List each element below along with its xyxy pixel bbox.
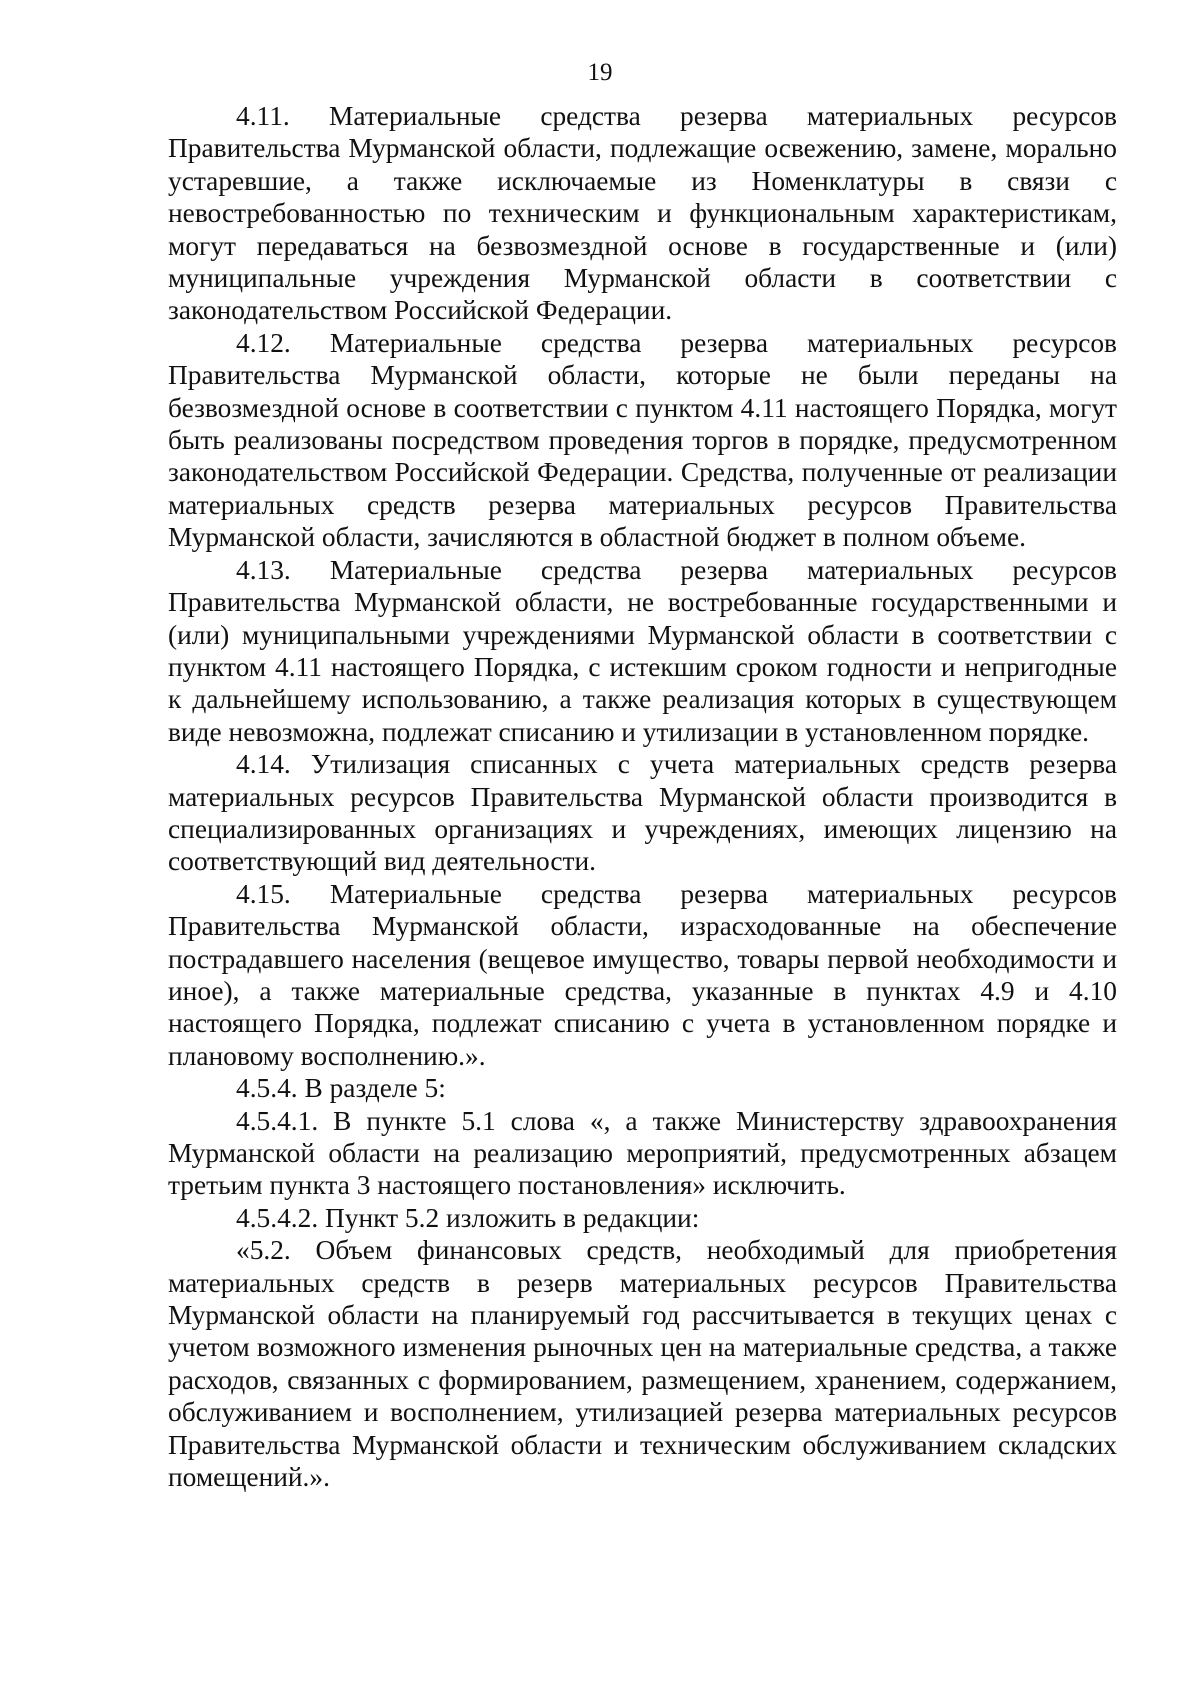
paragraph-4-14: 4.14. Утилизация списанных с учета материальных средств резерва материальных ресурсов Правительства Мурманской области производится в специализированных организациях и учреждениях, имеющих лицензию на соответствующий вид деятельности. xyxy=(168,749,1117,877)
paragraph-4-5-4: 4.5.4. В разделе 5: xyxy=(236,1073,446,1104)
paragraph-4-5-4-2: 4.5.4.2. Пункт 5.2 изложить в редакции: xyxy=(236,1202,700,1233)
paragraph-4-12: 4.12. Материальные средства резерва материальных ресурсов Правительства Мурманской области, которые не были переданы на безвозмездной основе в соответствии с пунктом 4.11 настоящего Порядка, могут быть реализованы посредством проведения торгов в порядке, предусмотренном законодательством Российской Федерации. Средства, полученные от реализации материальных средств резерва материальных ресурсов Правительства Мурманской области, зачисляются в областной бюджет в полном объеме. xyxy=(168,327,1117,553)
paragraph-4-13: 4.13. Материальные средства резерва материальных ресурсов Правительства Мурманской области, не востребованные государственными и (или) муниципальными учреждениями Мурманской области в соответствии с пунктом 4.11 настоящего Порядка, с истекшим сроком годности и непригодные к дальнейшему использованию, а также реализация которых в существующем виде невозможна, подлежат списанию и утилизации в установленном порядке. xyxy=(168,554,1117,747)
paragraph-4-11: 4.11. Материальные средства резерва материальных ресурсов Правительства Мурманской области, подлежащие освежению, замене, морально устаревшие, а также исключаемые из Номенклатуры в связи с невостребованностью по техническим и функциональным характеристикам, могут передаваться на безвозмездной основе в государственные и (или) муниципальные учреждения Мурманской области в соответствии с законодательством Российской Федерации. xyxy=(168,101,1117,326)
paragraph-4-5-4-1: 4.5.4.1. В пункте 5.1 слова «, а также Министерству здравоохранения Мурманской области на реализацию мероприятий, предусмотренных абзацем третьим пункта 3 настоящего постановления» исключить. xyxy=(168,1105,1117,1201)
page-number: 19 xyxy=(587,59,613,86)
paragraph-5-2-quote: «5.2. Объем финансовых средств, необходимый для приобретения материальных средств в резерв материальных ресурсов Правительства Мурманской области на планируемый год рассчитывается в текущих ценах с учетом возможного изменения рыночных цен на материальные средства, а также расходов, связанных с формированием, размещением, хранением, содержанием, обслуживанием и восполнением, утилизацией резерва материальных ресурсов Правительства Мурманской области и техническим обслуживанием складских помещений.». xyxy=(168,1235,1117,1493)
document-body xyxy=(168,100,1117,1493)
paragraph-4-15: 4.15. Материальные средства резерва материальных ресурсов Правительства Мурманской области, израсходованные на обеспечение пострадавшего населения (вещевое имущество, товары первой необходимости и иное), а также материальные средства, указанные в пунктах 4.9 и 4.10 настоящего Порядка, подлежат списанию с учета в установленном порядке и плановому восполнению.». xyxy=(168,878,1117,1071)
